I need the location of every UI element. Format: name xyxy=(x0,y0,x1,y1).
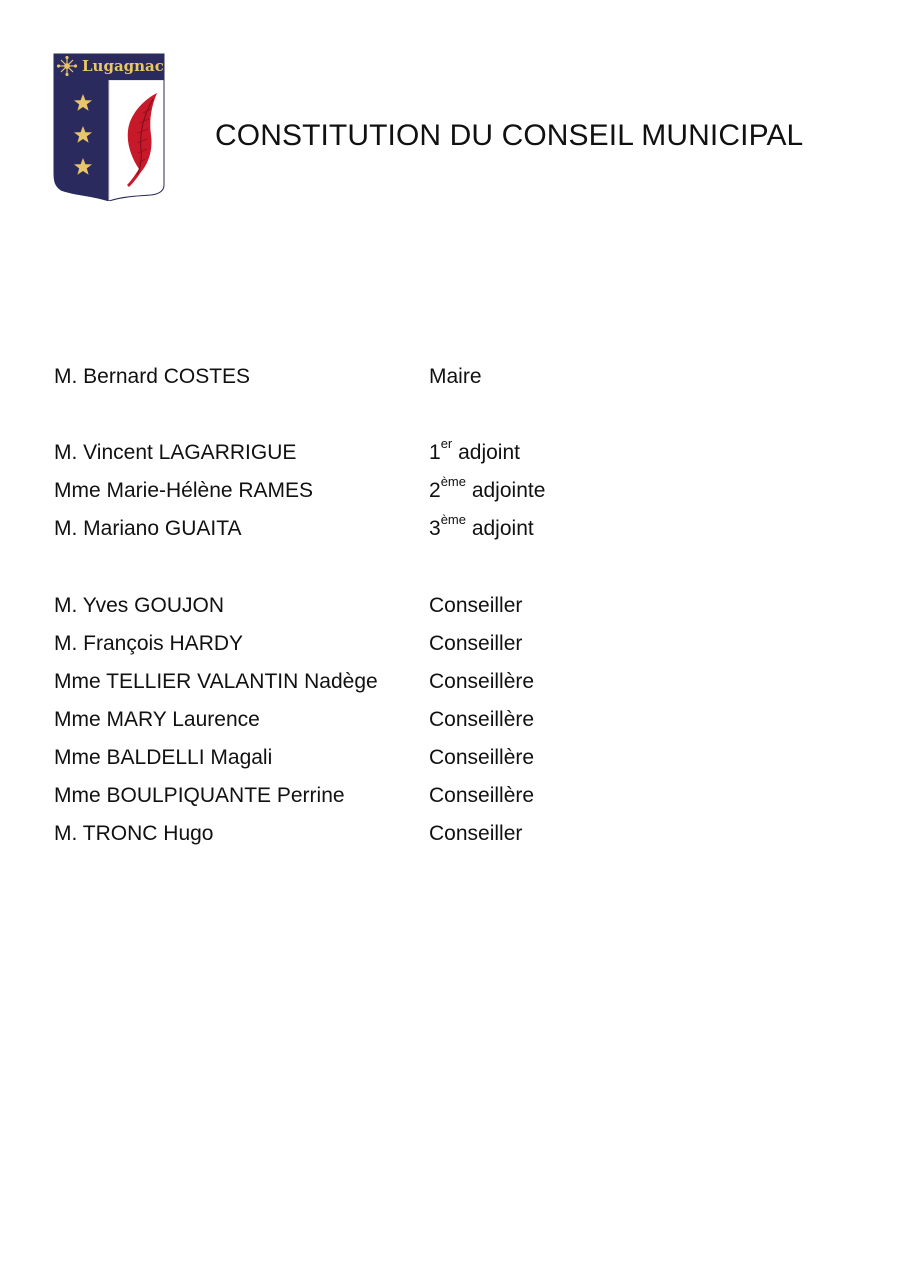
member-role: Conseillère xyxy=(429,746,535,769)
member-ordinal-suffix: er xyxy=(440,436,453,451)
member-ordinal: 3 xyxy=(429,517,441,540)
member-name: M. TRONC Hugo xyxy=(54,822,214,845)
member-name: M. Vincent LAGARRIGUE xyxy=(54,441,297,464)
member-ordinal: 1 xyxy=(429,441,441,464)
member-name: Mme BOULPIQUANTE Perrine xyxy=(54,784,345,807)
member-role: adjointe xyxy=(471,479,546,502)
member-name: M. Mariano GUAITA xyxy=(54,517,242,540)
logo-band-text: Lugagnac xyxy=(82,57,164,75)
member-role-container xyxy=(429,514,534,544)
member-role: adjoint xyxy=(471,517,534,540)
member-role: Maire xyxy=(429,365,482,388)
member-role: Conseiller xyxy=(429,822,523,845)
member-role: Conseillère xyxy=(429,708,535,731)
page-title: CONSTITUTION DU CONSEIL MUNICIPAL xyxy=(215,119,804,152)
member-role-container xyxy=(429,438,520,468)
member-name: Mme BALDELLI Magali xyxy=(54,746,273,769)
member-name: Mme Marie-Hélène RAMES xyxy=(54,479,314,502)
member-ordinal-suffix: ème xyxy=(440,512,466,527)
member-role: Conseillère xyxy=(429,670,535,693)
member-role-container xyxy=(429,476,545,506)
member-name: M. Bernard COSTES xyxy=(54,365,251,388)
member-role: Conseillère xyxy=(429,784,535,807)
member-role: Conseiller xyxy=(429,632,523,655)
member-name: M. François HARDY xyxy=(54,632,244,655)
member-name: M. Yves GOUJON xyxy=(54,594,224,617)
member-ordinal-suffix: ème xyxy=(440,474,466,489)
member-role: adjoint xyxy=(458,441,520,464)
member-name: Mme TELLIER VALANTIN Nadège xyxy=(54,670,378,693)
municipal-coat-of-arms xyxy=(53,53,165,201)
member-name: Mme MARY Laurence xyxy=(54,708,260,731)
member-role: Conseiller xyxy=(429,594,523,617)
member-ordinal: 2 xyxy=(429,479,441,502)
